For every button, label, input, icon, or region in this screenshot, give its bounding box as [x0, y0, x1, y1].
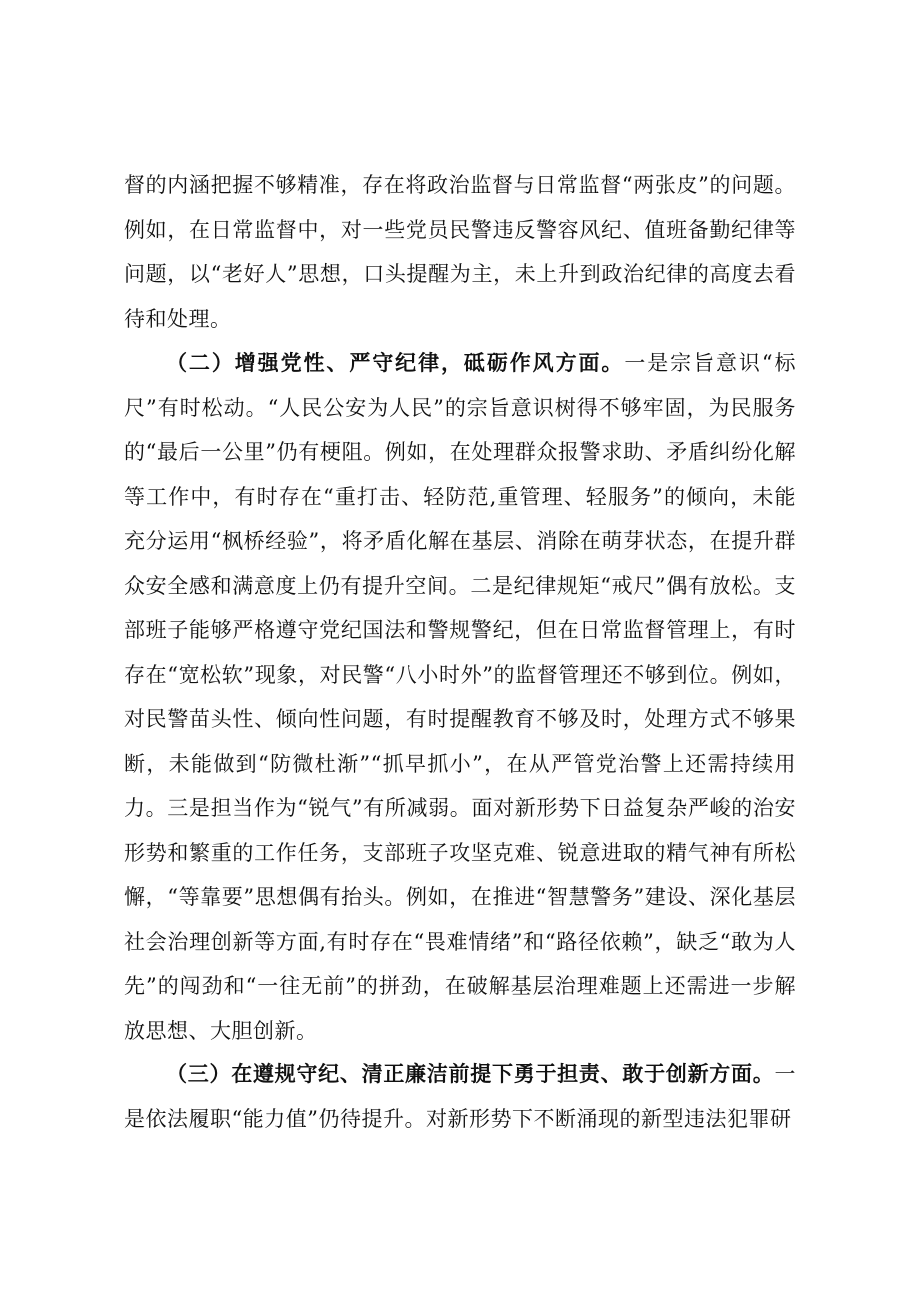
- paragraph-1: 督的内涵把握不够精准，存在将政治监督与日常监督“两张皮”的问题。例如，在日常监督中，对一些党员民警违反警容风纪、值班备勤纪律等问题，以“老好人”思想，口头提醒为主，未上升到政治纪律的高度去看待和处理。: [124, 173, 796, 331]
- section-3-paragraph: [124, 1052, 796, 1141]
- section-2-heading: （二）增强党性、严守纪律，砥砺作风方面。: [166, 351, 625, 375]
- section-2-paragraph: [124, 341, 796, 1053]
- section-2-block: [124, 341, 796, 1053]
- section-3-body: 一是依法履职“能力值”仍待提升。对新形势下不断涌现的新型违法犯罪研: [124, 1062, 796, 1131]
- section-2-body: 一是宗旨意识“标尺”有时松动。“人民公安为人民”的宗旨意识树得不够牢固，为民服务的“最后一公里”仍有梗阻。例如，在处理群众报警求助、矛盾纠纷化解等工作中，有时存在“重打击、轻防范,重管理、轻服务”的倾向，未能充分运用“枫桥经验”，将矛盾化解在基层、消除在萌芽状态，在提升群众安全感和满意度上仍有提升空间。二是纪律规矩“戒尺”偶有放松。支部班子能够严格遵守党纪国法和警规警纪，但在日常监督管理上，有时存在“宽松软”现象，对民警“八小时外”的监督管理还不够到位。例如，对民警苗头性、倾向性问题，有时提醒教育不够及时，处理方式不够果断，未能做到“防微杜渐”“抓早抓小”，在从严管党治警上还需持续用力。三是担当作为“锐气”有所减弱。面对新形势下日益复杂严峻的治安形势和繁重的工作任务，支部班子攻坚克难、锐意进取的精气神有所松懈，“等靠要”思想偶有抬头。例如，在推进“智慧警务”建设、深化基层社会治理创新等方面,有时存在“畏难情绪”和“路径依赖”，缺乏“敢为人先”的闯劲和“一往无前”的拼劲，在破解基层治理难题上还需进一步解放思想、大胆创新。: [124, 351, 796, 1043]
- section-3-heading: （三）在遵规守纪、清正廉洁前提下勇于担责、敢于创新方面。: [166, 1062, 775, 1086]
- section-3-block: [124, 1052, 796, 1141]
- paragraph-1-block: [124, 163, 796, 341]
